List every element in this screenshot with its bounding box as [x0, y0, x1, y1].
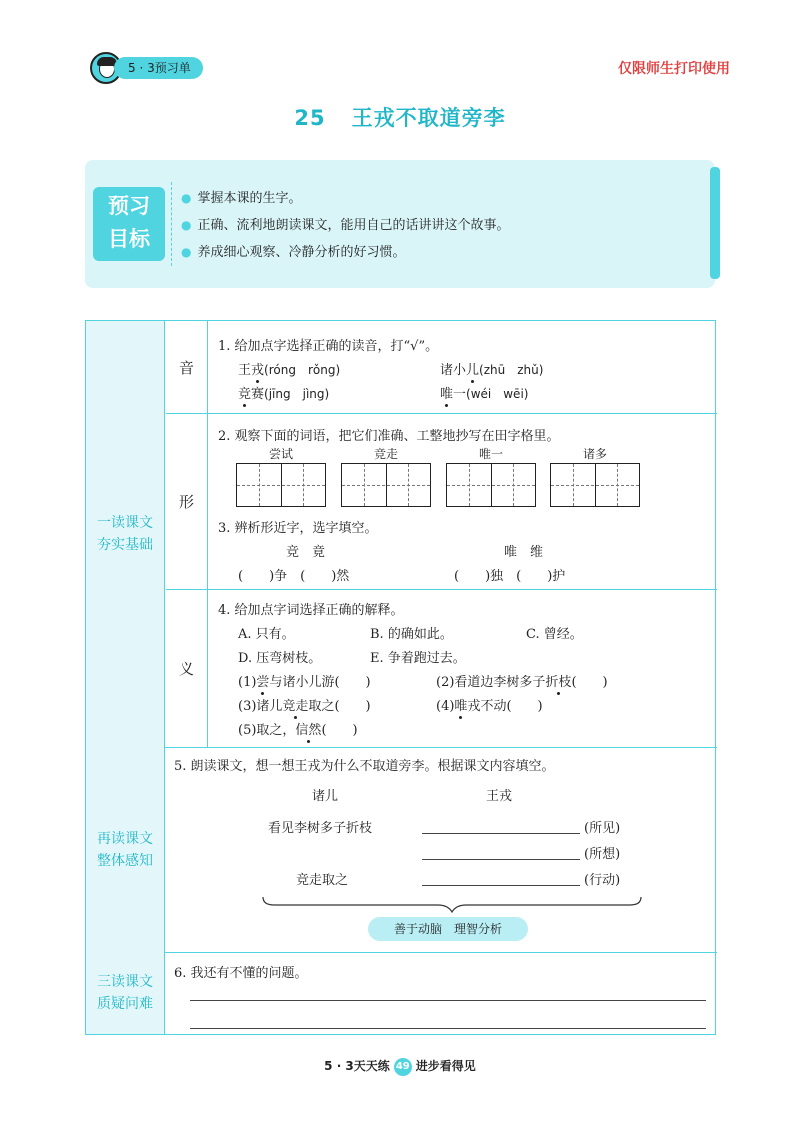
question-4: 4. 给加点字词选择正确的解释。 — [218, 603, 404, 618]
lesson-number: 25 — [294, 106, 326, 130]
meaning-item[interactable]: (5)取之，信然( ) — [238, 719, 358, 738]
copy-word: 尝试 — [268, 447, 293, 461]
preview-goals-box — [85, 160, 715, 288]
summary-pill: 善于动脑 理智分析 — [368, 917, 528, 941]
row-tag: (所见) — [584, 821, 621, 836]
tian-grid[interactable] — [341, 463, 431, 507]
row-label: 竞走取之 — [296, 873, 349, 888]
section-label: 三读课文 质疑问难 — [86, 952, 165, 1034]
brace-icon — [262, 895, 642, 913]
question-3: 3. 辨析形近字，选字填空。 — [218, 521, 378, 536]
answer-line[interactable] — [190, 1028, 706, 1029]
pinyin-item: 唯一(wéi wēi) — [440, 383, 528, 402]
goal-item: ● 正确、流利地朗读课文，能用自己的话讲讲这个故事。 — [181, 218, 510, 233]
tian-grid[interactable] — [446, 463, 536, 507]
section-read-two — [86, 747, 717, 952]
bullet-icon: ● — [181, 218, 192, 232]
page-title — [0, 102, 800, 132]
row-tag: (行动) — [584, 873, 621, 888]
footer-right: 进步看得见 — [415, 1059, 476, 1073]
fill-blank[interactable]: ( )独 ( )护 — [454, 569, 566, 584]
char-pair: 竞 竟 — [286, 545, 326, 560]
option: A. 只有。 — [238, 627, 295, 642]
column-header: 诸儿 — [312, 789, 339, 804]
worksheet-table — [85, 320, 716, 1035]
question-2: 2. 观察下面的词语，把它们准确、工整地抄写在田字格里。 — [218, 429, 560, 444]
copy-word: 唯一 — [478, 447, 503, 461]
goal-item: ● 养成细心观察、冷静分析的好习惯。 — [181, 245, 406, 260]
option: C. 曾经。 — [526, 627, 583, 642]
sub-label-sound: 音 — [166, 321, 208, 413]
series-label: 5 · 3预习单 — [114, 57, 203, 79]
page-footer — [0, 1057, 800, 1076]
goal-badge-line2: 目标 — [108, 227, 150, 251]
tian-grid[interactable] — [236, 463, 326, 507]
lesson-title: 王戎不取道旁李 — [351, 106, 506, 130]
tian-grid[interactable] — [550, 463, 640, 507]
fill-blank[interactable]: ( )争 ( )然 — [238, 569, 350, 584]
answer-line[interactable] — [422, 859, 580, 860]
answer-line[interactable] — [190, 1000, 706, 1001]
sub-label-meaning: 义 — [166, 589, 208, 747]
copy-word: 竞走 — [373, 447, 398, 461]
goal-list — [181, 185, 510, 266]
meaning-item[interactable]: (1)尝与诸小儿游( ) — [238, 671, 371, 690]
restriction-notice: 仅限师生打印使用 — [618, 61, 730, 77]
meaning-item[interactable]: (4)唯戎不动( ) — [436, 695, 543, 714]
pinyin-item: 诸小儿(zhū zhǔ) — [440, 359, 543, 378]
goal-item: ● 掌握本课的生字。 — [181, 191, 302, 206]
option: E. 争着跑过去。 — [370, 651, 466, 666]
question-1: 1. 给加点字选择正确的读音，打“√”。 — [218, 339, 439, 354]
goal-badge — [93, 187, 165, 261]
page-number: 49 — [394, 1058, 412, 1076]
goal-side-bar — [710, 167, 720, 279]
question-5: 5. 朗读课文，想一想王戎为什么不取道旁李。根据课文内容填空。 — [174, 759, 555, 774]
option: B. 的确如此。 — [370, 627, 453, 642]
sub-label-shape: 形 — [166, 413, 208, 589]
answer-line[interactable] — [422, 885, 580, 886]
bullet-icon: ● — [181, 245, 192, 259]
page-header — [90, 52, 730, 82]
option: D. 压弯树枝。 — [238, 651, 322, 666]
section-label: 再读课文 整体感知 — [86, 747, 165, 952]
question-6: 6. 我还有不懂的问题。 — [174, 966, 308, 981]
copy-word: 诸多 — [582, 447, 607, 461]
section-read-one — [86, 321, 717, 747]
pinyin-item: 王戎(róng rǒng) — [238, 359, 340, 378]
pinyin-item: 竞赛(jīng jìng) — [238, 383, 329, 402]
meaning-item[interactable]: (3)诸儿竞走取之( ) — [238, 695, 371, 714]
row-tag: (所想) — [584, 847, 621, 862]
bullet-icon: ● — [181, 191, 192, 205]
char-pair: 唯 维 — [504, 545, 544, 560]
goal-badge-line1: 预习 — [108, 194, 150, 218]
answer-line[interactable] — [422, 833, 580, 834]
column-header: 王戎 — [486, 789, 513, 804]
section-read-three — [86, 952, 717, 1034]
row-label: 看见李树多子折枝 — [268, 821, 373, 836]
meaning-item[interactable]: (2)看道边李树多子折枝( ) — [436, 671, 608, 690]
section-label: 一读课文 夯实基础 — [86, 321, 165, 747]
footer-left: 5 · 3天天练 — [324, 1059, 390, 1073]
